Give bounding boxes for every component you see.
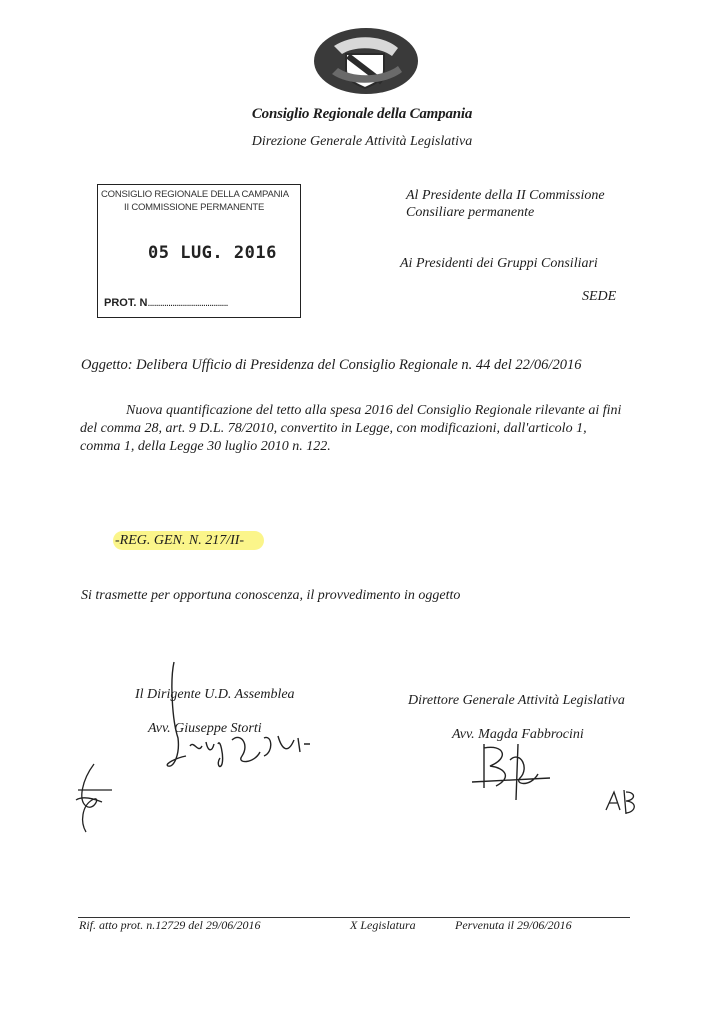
department-name: Direzione Generale Attività Legislativa <box>251 134 473 149</box>
footer-reference: Rif. atto prot. n.12729 del 29/06/2016 <box>79 918 261 932</box>
reception-stamp <box>97 184 301 318</box>
recipient-2: Ai Presidenti dei Gruppi Consiliari <box>400 256 598 271</box>
stamp-protocol-label: PROT. N <box>104 297 148 309</box>
footer-received: Pervenuta il 29/06/2016 <box>455 918 572 932</box>
register-number <box>113 532 264 550</box>
stamp-line-1: CONSIGLIO REGIONALE DELLA CAMPANIA <box>101 189 289 200</box>
recipient-sede: SEDE <box>582 289 617 304</box>
stamp-line-2: II COMMISSIONE PERMANENTE <box>124 202 265 213</box>
subject-line: Oggetto: Delibera Ufficio di Presidenza del Consiglio Regionale n. 44 del 22/06/2016 <box>81 357 582 373</box>
organization-name: Consiglio Regionale della Campania <box>251 106 473 122</box>
left-signatory-name: Avv. Giuseppe Storti <box>148 721 262 736</box>
register-number-highlight: -REG. GEN. N. 217/II- <box>113 531 264 550</box>
initials-left-icon <box>72 760 122 840</box>
stamp-protocol <box>104 297 228 309</box>
footer-legislature: X Legislatura <box>350 918 416 932</box>
initials-right-icon <box>604 786 640 820</box>
body-line-3: comma 1, della Legge 30 luglio 2010 n. 122. <box>80 439 331 454</box>
body-line-2: del comma 28, art. 9 D.L. 78/2010, convertito in Legge, con modificazioni, dall'articolo 1, <box>80 421 587 436</box>
left-signature-icon <box>160 660 320 790</box>
body-line-1: Nuova quantificazione del tetto alla spesa 2016 del Consiglio Regionale rilevante ai fini <box>126 403 622 418</box>
campania-region-emblem-icon <box>312 26 420 96</box>
stamp-date: 05 LUG. 2016 <box>148 243 277 263</box>
right-signatory-name: Avv. Magda Fabbrocini <box>452 727 584 742</box>
recipient-1-line-1: Al Presidente della II Commissione <box>406 188 605 203</box>
left-signatory-title: Il Dirigente U.D. Assemblea <box>135 687 295 702</box>
right-signature-icon <box>470 738 560 808</box>
right-signatory-title: Direttore Generale Attività Legislativa <box>408 693 625 708</box>
stamp-protocol-dots: ....................................... <box>147 297 228 309</box>
recipient-1-line-2: Consiliare permanente <box>406 205 535 220</box>
transmission-note: Si trasmette per opportuna conoscenza, il provvedimento in oggetto <box>81 588 461 603</box>
